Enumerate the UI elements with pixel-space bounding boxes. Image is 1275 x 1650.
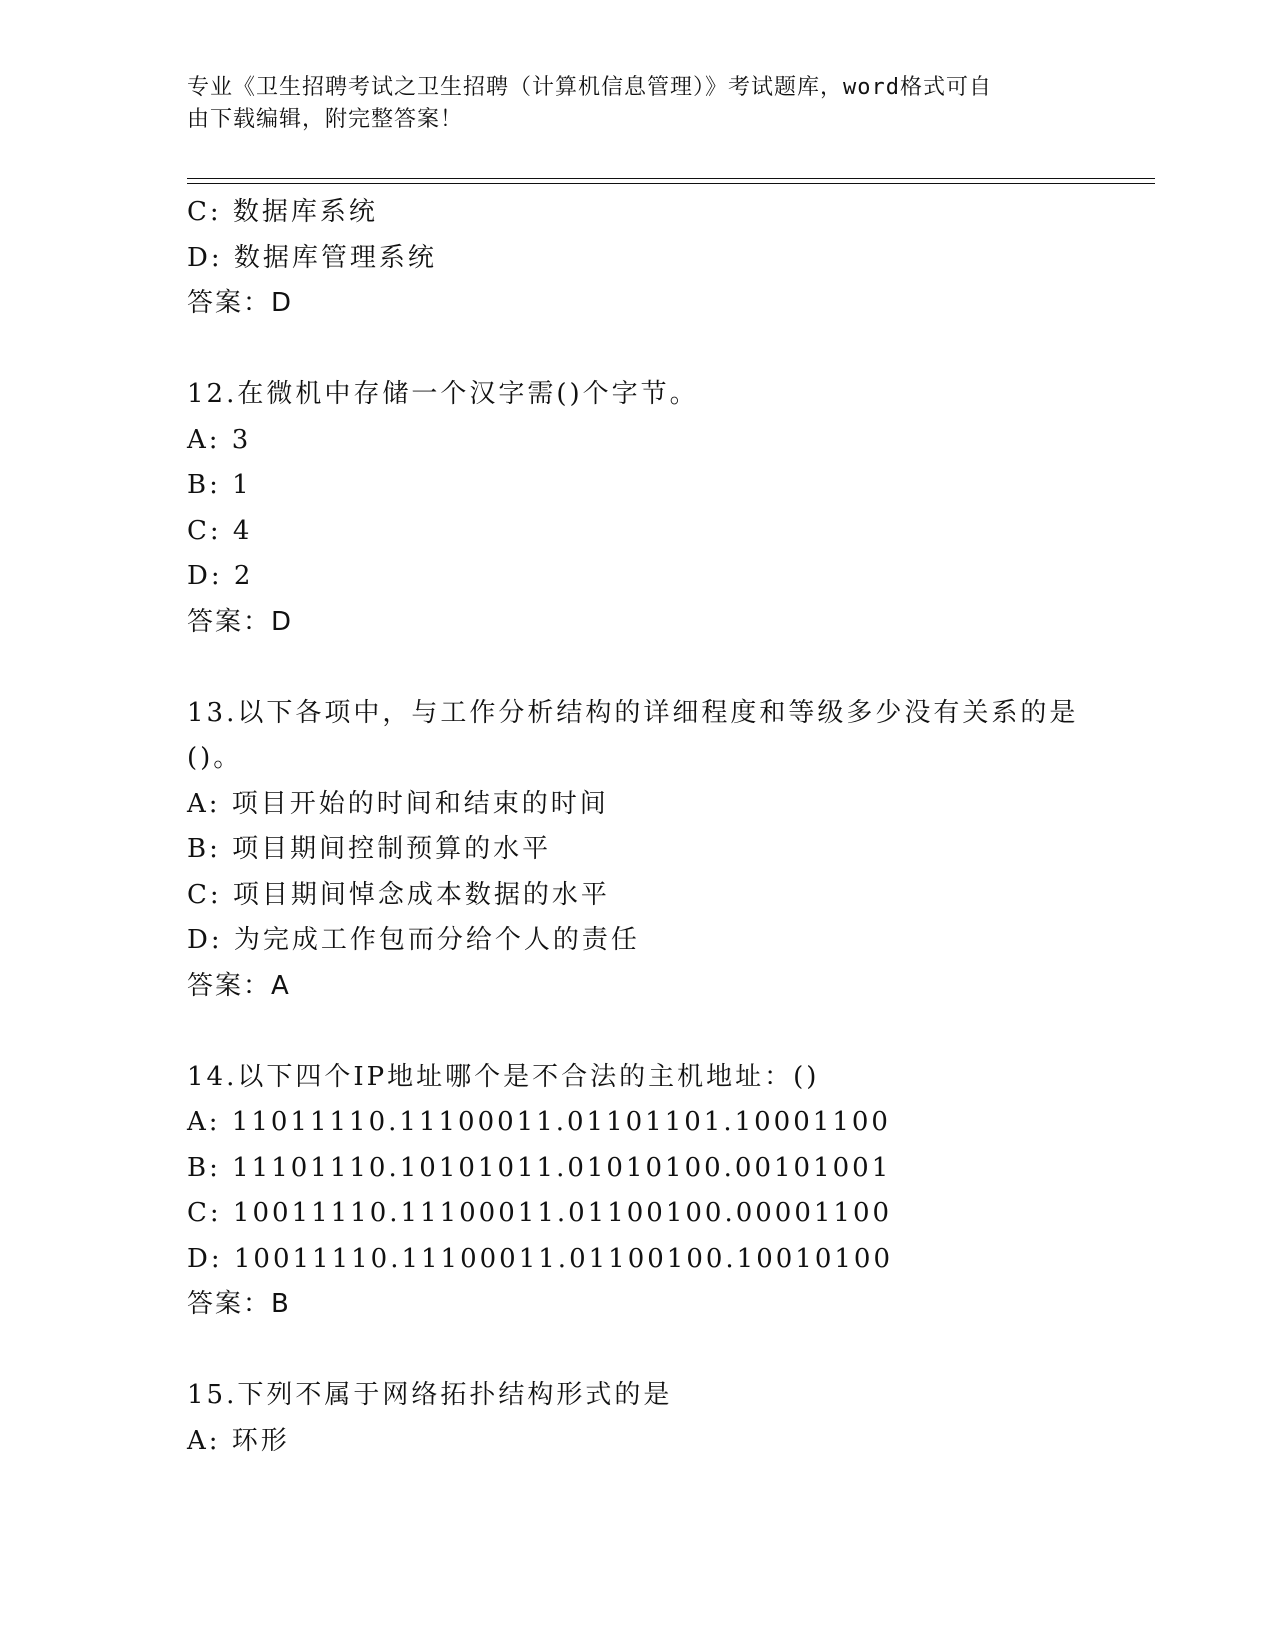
option-a: A: 项目开始的时间和结束的时间 (187, 788, 609, 819)
option-c: C: 10011110.11100011.01100100.00001100 (187, 1198, 893, 1228)
spacer (187, 1009, 1107, 1055)
question-stem-continued: ()。 (187, 743, 243, 773)
answer: 答案：A (187, 970, 291, 1001)
option-d: D: 2 (187, 561, 254, 591)
answer: 答案：D (187, 606, 294, 637)
question-14 (187, 1055, 1107, 1328)
option-d: D: 10011110.11100011.01100100.10010100 (187, 1243, 894, 1274)
header-line-2: 由下载编辑，附完整答案！ (187, 107, 464, 132)
option-d: D: 为完成工作包而分给个人的责任 (187, 925, 640, 955)
option-a: A: 11011110.11100011.01101101.10001100 (187, 1107, 891, 1137)
option-d: D: 数据库管理系统 (187, 242, 437, 273)
option-b: B: 11101110.10101011.01010100.00101001 (187, 1152, 892, 1183)
question-15 (187, 1373, 1107, 1464)
option-c: C: 4 (187, 515, 253, 546)
header-divider-top (187, 178, 1155, 179)
answer: 答案：D (187, 288, 294, 318)
spacer (187, 327, 1107, 373)
question-stem: 15.下列不属于网络拓扑结构形式的是 (187, 1380, 673, 1410)
spacer (187, 1328, 1107, 1374)
header-divider-bottom (187, 183, 1155, 184)
question-stem: 13.以下各项中，与工作分析结构的详细程度和等级多少没有关系的是 (187, 697, 1079, 728)
option-c: C: 项目期间悼念成本数据的水平 (187, 879, 610, 910)
document-header (187, 72, 1087, 136)
answer: 答案：B (187, 1289, 291, 1319)
question-13 (187, 691, 1107, 1010)
option-b: B: 项目期间控制预算的水平 (187, 834, 552, 864)
header-line-1: 专业《卫生招聘考试之卫生招聘（计算机信息管理）》考试题库，word格式可自 (187, 75, 992, 100)
option-c: C: 数据库系统 (187, 197, 378, 227)
question-stem: 14.以下四个IP地址哪个是不合法的主机地址：() (187, 1061, 820, 1092)
option-b: B: 1 (187, 470, 252, 500)
option-a: A: 3 (187, 424, 252, 455)
question-list (187, 190, 1107, 1464)
question-stem: 12.在微机中存储一个汉字需()个字节。 (187, 379, 699, 409)
spacer (187, 645, 1107, 691)
option-a: A: 环形 (187, 1425, 290, 1456)
previous-question (187, 190, 1107, 327)
question-12 (187, 372, 1107, 645)
